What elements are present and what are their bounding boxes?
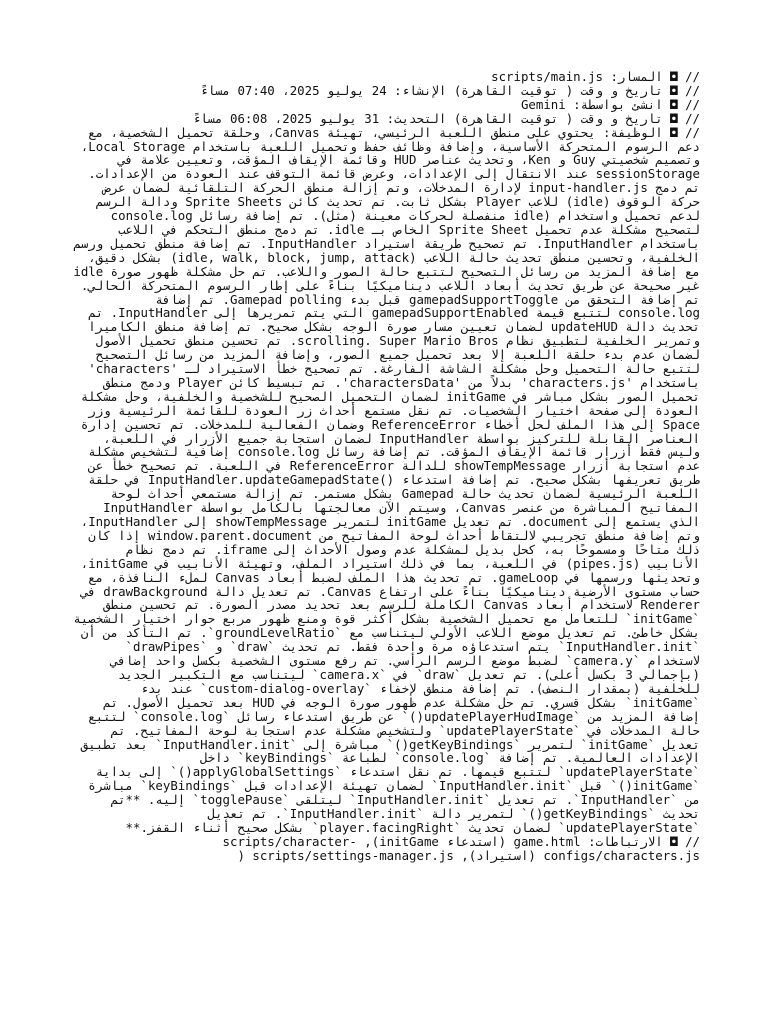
dependencies-line: // ◘ الارتباطات: game.html (استدعاء initGame), scripts/character-configs/characters.js (استيراد), scripts/settings-manager.js (	[222, 833, 700, 863]
code-comment-block	[65, 69, 700, 950]
created-date-line: // ◘ تاريخ و وقت ( توقيت القاهرة) الإنشاء: 24 يوليو 2025، 07:40 مساءً	[200, 82, 700, 98]
file-path-line: // ◘ المسار: scripts/main.js	[491, 69, 700, 84]
function-description: // ◘ الوظيفة: يحتوي على منطق اللعبة الرئيسي، تهيئة Canvas، وحلقة تحميل الشخصية، مع دعم الرسوم المتحركة الأساسية، وإضافة وظائف حفظ وتحميل اللعبة باستخدام Local Storage، وتصميم شخصيتي Guy و Ken، وتحديث عناصر HUD وقائمة الإيقاف المؤقت، وتعيين علامة في sessionStorage عند الانتقال إلى الإعدادات، وعرض قائمة التوقف عند العودة من الإعدادات. تم دمج input-handler.js لإدارة المدخلات، وتم إزالة منطق الحركة التلقائية لضمان عرض حركة الوقوف (idle) للاعب Player بشكل ثابت. تم تحديث كائن Sprite Sheets ودالة الرسم لدعم تحميل واستخدام (idle منفصلة لحركات معينة (مثل). تم إضافة رسائل console.log لتصحيح مشكلة عدم تحميل Sprite Sheet الخاص بـ idle. تم دمج منطق التحكم في اللاعب باستخدام InputHandler. تم تصحيح طريقة استيراد InputHandler. تم إضافة منطق تحميل ورسم الخلفية، وتحسين منطق تحديث حالة اللاعب (idle, walk, block, jump, attack) بشكل دقيق، مع إضافة المزيد من رسائل التصحيح لتتبع حالة الصور واللاعب. تم حل مشكلة ظهور صورة idle غير صحيحة عن طريق تحديث أبعاد اللاعب ديناميكيًا بناءً على إطار الرسوم المتحركة الحالي. تم إضافة التحقق من gamepadSupportToggle قبل بدء Gamepad polling. تم إضافة console.log لتتبع قيمة gamepadSupportEnabled التي يتم تمريرها إلى InputHandler. تم تحديث دالة updateHUD لضمان تعيين مسار صورة الوجه بشكل صحيح. تم إضافة منطق الكاميرا وتمرير الخلفية لتطبيق نظام scrolling. Super Mario Bros. تم تحسين منطق تحميل الأصول لضمان عدم بدء حلقة اللعبة إلا بعد تحميل جميع الصور، وإضافة المزيد من رسائل التصحيح لتتبع حالة التحميل وحل مشكلة الشاشة الفارغة. تم تصحيح خطأ الاستيراد لـ 'characters' باستخدام 'characters.js' بدلاً من 'charactersData'. تم تبسيط كائن Player ودمج منطق تحميل الصور بشكل مباشر في initGame لضمان التحميل الصحيح للشخصية والخلفية، وحل مشكلة العودة إلى صفحة اختيار الشخصيات. تم نقل مستمع أحداث زر العودة للقائمة الرئيسية وزر Space إلى هذا الملف لحل أخطاء ReferenceError وضمان الفعالية للمدخلات. تم تحسين إدارة العناصر القابلة للتركيز بواسطة InputHandler لضمان استجابة جميع الأزرار في اللعبة، وليس فقط أزرار قائمة الإيقاف المؤقت. تم إضافة رسائل console.log إضافية لتشخيص مشكلة عدم استجابة أزرار showTempMessage للدالة ReferenceError في اللعبة. تم تصحيح خطأ عن طريق تعريفها بشكل صحيح. تم إضافة استدعاء ()InputHandler.updateGamepadState في حلقة اللعبة الرئيسية لضمان تحديث حالة Gamepad بشكل مستمر. تم إزالة مستمعي أحداث لوحة المفاتيح المباشرة من عنصر Canvas، وسيتم الآن معالجتها بالكامل بواسطة InputHandler الذي يستمع إلى document. تم تعديل initGame لتمرير showTempMessage إلى InputHandler، وتم إضافة منطق تجريبي لالتقاط أحداث لوحة المفاتيح من window.parent.document إذا كان ذلك متاحًا ومسموحًا به، كحل بديل لمشكلة عدم وصول الأحداث إلى iframe. تم دمج نظام الأنابيب (pipes.js) في اللعبة، بما في ذلك استيراد الملف، وتهيئة الأنابيب في initGame، وتحديثها ورسمها في gameLoop. تم تحديث هذا الملف لضبط أبعاد Canvas لملء النافذة، مع حساب مستوى الأرضية ديناميكيًا بناءً على ارتفاع Canvas. تم تعديل دالة drawBackground في Renderer لاستخدام أبعاد Canvas الكاملة للرسم بعد تحديد مصدر الصورة. تم تحسين منطق `initGame` للتعامل مع تحميل الشخصية بشكل أكثر قوة ومنع ظهور مربع حوار اختيار الشخصية بشكل خاطئ. تم تعديل موضع اللاعب الأولي ليتناسب مع `groundLevelRatio`. تم التأكد من أن `InputHandler.init` يتم استدعاؤه مرة واحدة فقط. تم تحديث `draw` و `drawPipes` لاستخدام `camera.y` لضبط موضع الرسم الرأسي. تم رفع مستوى الشخصية بكسل واحد إضافي (بإجمالي 3 بكسل أعلى). تم تعديل `draw` في `camera.x` ليتناسب مع التكبير الجديد للخلفية (بمقدار النصف). تم إضافة منطق لإخفاء `custom-dialog-overlay` عند بدء `initGame` بشكل قسري. تم حل مشكلة عدم ظهور صورة الوجه في HUD بعد تحميل الأصول. تم إضافة المزيد من `updatePlayerHudImage()` عن طريق استدعاء رسائل `console.log` لتتبع حالة المدخلات في `updatePlayerState` ولتشخيص مشكلة عدم استجابة لوحة المفاتيح. تم تعديل `initGame` لتمرير `getKeyBindings()` مباشرة إلى `InputHandler.init` بعد تطبيق الإعدادات العالمية. تم إضافة `console.log` لطباعة `keyBindings` داخل `updatePlayerState` لتتبع قيمها. تم نقل استدعاء `applyGlobalSettings()` إلى بداية `initGame()` قبل `InputHandler.init` لضمان تهيئة الإعدادات قبل `keyBindings` مباشرة من `InputHandler`. تم تعديل `InputHandler.init` ليتلقى `togglePause` إليه. **تم تحديث `getKeyBindings()` لتمرير دالة `InputHandler.init`. تم تعديل `updatePlayerState` لضمان تحديث `player.facingRight` بشكل صحيح أثناء القفز.**	[65, 124, 700, 835]
author-line: // ◘ انشئ بواسطة: Gemini	[520, 96, 700, 112]
updated-date-line: // ◘ تاريخ و وقت ( توقيت القاهرة) التحديث: 31 يوليو 2025، 06:08 مساءً	[192, 110, 700, 126]
